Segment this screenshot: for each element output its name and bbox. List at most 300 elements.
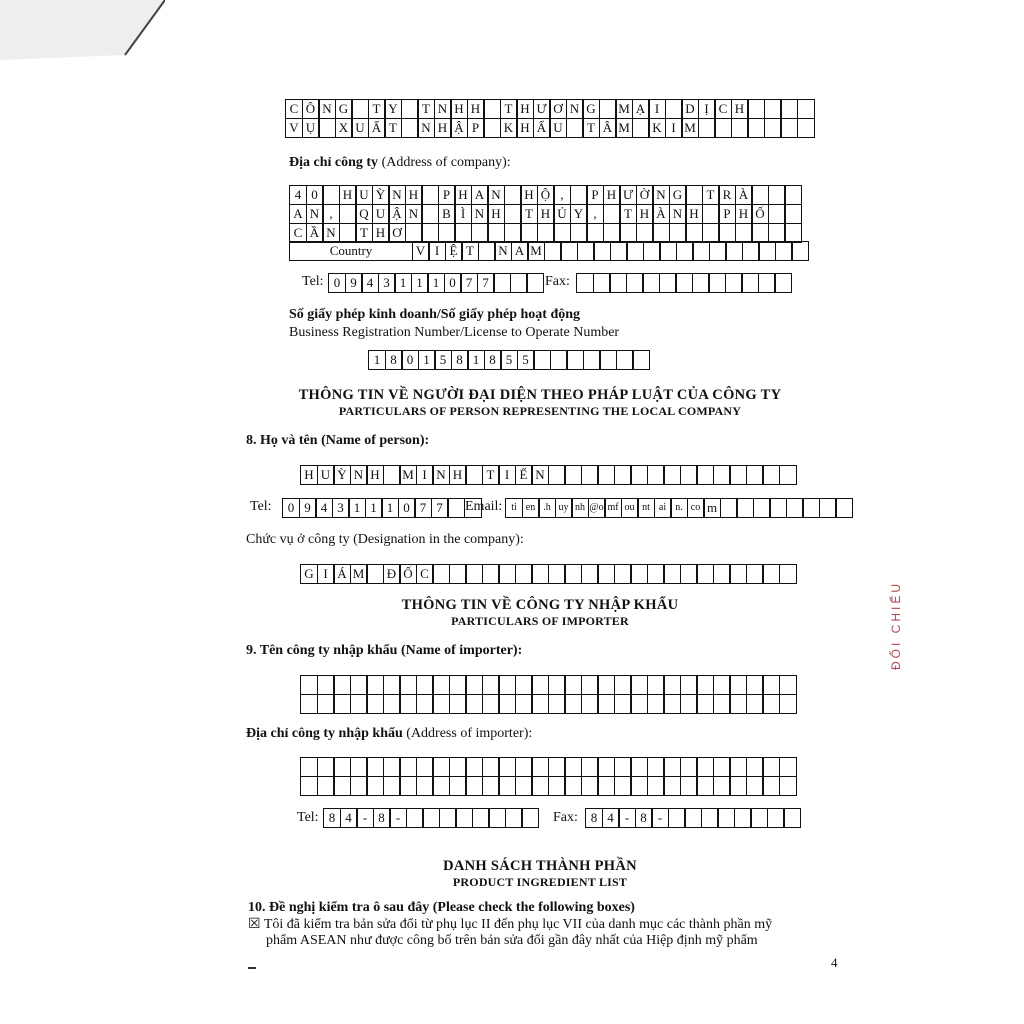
char-box <box>762 675 780 695</box>
char-box <box>603 204 621 224</box>
char-box <box>465 694 483 714</box>
check-text-line-2: phẩm ASEAN như được công bố trên bản sửa đổi gần đây nhất của Hiệp định mỹ phẩm <box>266 933 758 948</box>
char-box <box>599 99 617 119</box>
char-box: M <box>350 564 368 584</box>
char-box <box>717 808 735 828</box>
char-box: co <box>687 498 705 518</box>
importer-name-row-2 <box>300 694 797 714</box>
char-box <box>731 118 749 138</box>
margin-stamp: ĐỐI CHIẾU <box>889 580 903 670</box>
char-box: 1 <box>368 350 386 370</box>
char-box: H <box>516 118 534 138</box>
char-box <box>416 694 434 714</box>
char-box <box>663 675 681 695</box>
char-box <box>406 808 424 828</box>
page-fold-corner <box>0 0 165 60</box>
rep-email-label: Email: <box>465 499 503 514</box>
char-box <box>652 223 670 243</box>
char-box <box>471 223 489 243</box>
page-number: 4 <box>831 955 838 970</box>
char-box: 8 <box>585 808 603 828</box>
char-box <box>350 757 368 777</box>
char-box <box>630 675 648 695</box>
char-box: N <box>471 204 489 224</box>
char-box <box>432 694 450 714</box>
char-box <box>714 118 732 138</box>
char-box: Ư <box>533 99 551 119</box>
char-box: 4 <box>602 808 620 828</box>
char-box: 0 <box>306 185 324 205</box>
char-box <box>734 808 752 828</box>
char-box <box>729 776 747 796</box>
char-box <box>482 564 500 584</box>
char-box <box>465 776 483 796</box>
char-box <box>432 564 450 584</box>
char-box <box>647 564 665 584</box>
char-box <box>647 675 665 695</box>
checked-box-icon[interactable]: ☒ <box>248 917 261 932</box>
char-box: - <box>651 808 669 828</box>
char-box <box>701 808 719 828</box>
char-box: H <box>339 185 357 205</box>
char-box: Ì <box>454 204 472 224</box>
char-box <box>432 776 450 796</box>
char-box <box>515 776 533 796</box>
country-row <box>289 241 809 261</box>
char-box <box>421 223 439 243</box>
char-box: 0 <box>282 498 300 518</box>
char-box <box>586 223 604 243</box>
char-box <box>300 694 318 714</box>
char-box <box>746 694 764 714</box>
char-box <box>647 694 665 714</box>
char-box <box>581 564 599 584</box>
char-box: 5 <box>500 350 518 370</box>
char-box: H <box>449 465 467 485</box>
char-box <box>560 241 578 261</box>
char-box <box>564 776 582 796</box>
char-box: T <box>702 185 720 205</box>
rep-email-boxes <box>505 498 853 518</box>
char-box <box>746 564 764 584</box>
char-box <box>465 564 483 584</box>
char-box <box>680 757 698 777</box>
char-box: 5 <box>434 350 452 370</box>
char-box <box>780 118 798 138</box>
char-box <box>576 273 594 293</box>
char-box: T <box>520 204 538 224</box>
char-box <box>643 241 661 261</box>
char-box: 4 <box>340 808 358 828</box>
char-box <box>317 675 335 695</box>
char-box: H <box>372 223 390 243</box>
char-box: Ụ <box>302 118 320 138</box>
char-box <box>696 757 714 777</box>
char-box <box>548 757 566 777</box>
char-box: V <box>285 118 303 138</box>
char-box <box>762 564 780 584</box>
license-number-boxes <box>368 350 650 370</box>
char-box <box>630 776 648 796</box>
char-box <box>544 241 562 261</box>
char-box: Ạ <box>632 99 650 119</box>
char-box: 8 <box>373 808 391 828</box>
char-box <box>493 273 511 293</box>
char-box <box>597 694 615 714</box>
char-box: 0 <box>398 498 416 518</box>
char-box: 1 <box>427 273 445 293</box>
char-box: T <box>461 241 479 261</box>
char-box: H <box>520 185 538 205</box>
char-box: Ộ <box>537 185 555 205</box>
char-box: M <box>527 241 545 261</box>
char-box <box>632 118 650 138</box>
char-box: H <box>636 204 654 224</box>
char-box <box>317 694 335 714</box>
char-box <box>603 223 621 243</box>
char-box <box>422 808 440 828</box>
address-label: Địa chỉ công ty (Address of company): <box>289 155 511 170</box>
char-box: Ậ <box>388 204 406 224</box>
char-box <box>610 241 628 261</box>
char-box <box>758 273 776 293</box>
char-box: 1 <box>467 350 485 370</box>
char-box <box>768 204 786 224</box>
char-box <box>300 757 318 777</box>
char-box: V <box>412 241 430 261</box>
char-box: 1 <box>411 273 429 293</box>
char-box: mf <box>604 498 622 518</box>
char-box: T <box>384 118 402 138</box>
char-box <box>548 694 566 714</box>
char-box <box>669 223 687 243</box>
footer-mark <box>248 967 256 969</box>
char-box <box>515 564 533 584</box>
char-box <box>531 776 549 796</box>
country-label: Country <box>289 241 413 261</box>
char-box <box>465 757 483 777</box>
char-box: Ố <box>751 204 769 224</box>
char-box: ti <box>505 498 523 518</box>
char-box <box>685 223 703 243</box>
char-box <box>630 757 648 777</box>
char-box <box>366 776 384 796</box>
char-box <box>762 776 780 796</box>
char-box <box>742 241 760 261</box>
char-box <box>614 694 632 714</box>
char-box <box>505 808 523 828</box>
check-label: 10. Đề nghị kiểm tra ô sau đây (Please check the following boxes) <box>248 900 635 915</box>
char-box: Y <box>384 99 402 119</box>
char-box <box>647 776 665 796</box>
char-box <box>779 757 797 777</box>
char-box <box>708 273 726 293</box>
char-box: C <box>416 564 434 584</box>
char-box <box>421 185 439 205</box>
char-box <box>741 273 759 293</box>
char-box <box>487 223 505 243</box>
char-box: N <box>434 99 452 119</box>
char-box <box>762 465 780 485</box>
license-label-vi: Số giấy phép kinh doanh/Số giấy phép hoạt động <box>289 307 581 322</box>
char-box <box>835 498 853 518</box>
char-box <box>515 757 533 777</box>
char-box <box>515 694 533 714</box>
char-box: 4 <box>315 498 333 518</box>
char-box: Ơ <box>388 223 406 243</box>
char-box: 8 <box>323 808 341 828</box>
char-box <box>746 465 764 485</box>
char-box <box>498 675 516 695</box>
char-box: C <box>714 99 732 119</box>
address-row-3 <box>289 223 802 243</box>
char-box <box>597 675 615 695</box>
char-box <box>416 757 434 777</box>
char-box: Ầ <box>306 223 324 243</box>
char-box <box>768 185 786 205</box>
char-box <box>383 757 401 777</box>
char-box: Ỳ <box>372 185 390 205</box>
char-box <box>581 675 599 695</box>
char-box <box>597 776 615 796</box>
char-box: en <box>522 498 540 518</box>
char-box <box>351 99 369 119</box>
char-box: 0 <box>401 350 419 370</box>
char-box: ou <box>621 498 639 518</box>
char-box <box>401 99 419 119</box>
char-box: N <box>350 465 368 485</box>
char-box: H <box>300 465 318 485</box>
char-box: X <box>335 118 353 138</box>
char-box <box>383 776 401 796</box>
char-box: R <box>718 185 736 205</box>
char-box: N <box>318 99 336 119</box>
char-box <box>366 675 384 695</box>
char-box <box>735 223 753 243</box>
rep-tel-label: Tel: <box>250 499 272 514</box>
char-box <box>570 223 588 243</box>
char-box: A <box>511 241 529 261</box>
char-box <box>769 498 787 518</box>
char-box <box>483 99 501 119</box>
char-box: À <box>652 204 670 224</box>
char-box: Ế <box>515 465 533 485</box>
char-box <box>300 675 318 695</box>
char-box: 9 <box>345 273 363 293</box>
char-box: 7 <box>477 273 495 293</box>
char-box: , <box>322 204 340 224</box>
char-box <box>696 564 714 584</box>
char-box <box>482 694 500 714</box>
char-box <box>729 757 747 777</box>
char-box: 7 <box>431 498 449 518</box>
char-box: H <box>434 118 452 138</box>
char-box <box>659 241 677 261</box>
char-box: H <box>603 185 621 205</box>
char-box <box>680 694 698 714</box>
char-box <box>583 350 601 370</box>
char-box: H <box>735 204 753 224</box>
char-box: P <box>467 118 485 138</box>
char-box <box>751 185 769 205</box>
char-box: 5 <box>517 350 535 370</box>
char-box <box>531 564 549 584</box>
char-box <box>758 241 776 261</box>
char-box <box>663 776 681 796</box>
char-box <box>597 757 615 777</box>
char-box <box>729 694 747 714</box>
company-fax-boxes <box>576 273 792 293</box>
char-box <box>609 273 627 293</box>
char-box <box>405 223 423 243</box>
char-box <box>577 241 595 261</box>
char-box <box>797 99 815 119</box>
char-box: K <box>648 118 666 138</box>
char-box <box>449 757 467 777</box>
char-box <box>449 564 467 584</box>
char-box <box>339 223 357 243</box>
char-box: H <box>516 99 534 119</box>
char-box <box>632 350 650 370</box>
char-box <box>685 185 703 205</box>
char-box <box>399 776 417 796</box>
char-box <box>709 241 727 261</box>
char-box <box>350 675 368 695</box>
check-row <box>248 916 772 933</box>
char-box <box>647 465 665 485</box>
char-box <box>548 776 566 796</box>
char-box: 8 <box>484 350 502 370</box>
char-box <box>521 808 539 828</box>
char-box: N <box>669 204 687 224</box>
char-box: I <box>317 564 335 584</box>
char-box <box>520 223 538 243</box>
char-box <box>614 675 632 695</box>
char-box: 7 <box>414 498 432 518</box>
rep-tel-boxes <box>282 498 482 518</box>
char-box <box>696 776 714 796</box>
char-box <box>550 350 568 370</box>
char-box <box>439 808 457 828</box>
char-box <box>482 757 500 777</box>
char-box <box>350 694 368 714</box>
char-box <box>729 465 747 485</box>
char-box <box>498 694 516 714</box>
char-box <box>416 776 434 796</box>
char-box: 9 <box>299 498 317 518</box>
char-box <box>581 694 599 714</box>
char-box: Ỳ <box>333 465 351 485</box>
char-box: 3 <box>378 273 396 293</box>
char-box <box>713 564 731 584</box>
char-box <box>455 808 473 828</box>
char-box <box>317 776 335 796</box>
char-box: I <box>428 241 446 261</box>
char-box: H <box>454 185 472 205</box>
char-box: P <box>438 185 456 205</box>
company-name-row-2 <box>285 118 815 138</box>
char-box <box>692 273 710 293</box>
char-box: H <box>405 185 423 205</box>
char-box: Q <box>355 204 373 224</box>
char-box <box>630 694 648 714</box>
char-box <box>531 757 549 777</box>
char-box <box>401 118 419 138</box>
char-box <box>647 757 665 777</box>
char-box: U <box>372 204 390 224</box>
char-box <box>680 675 698 695</box>
char-box <box>333 776 351 796</box>
char-box: H <box>366 465 384 485</box>
char-box <box>399 675 417 695</box>
char-box <box>680 776 698 796</box>
char-box <box>642 273 660 293</box>
char-box <box>725 241 743 261</box>
char-box <box>482 675 500 695</box>
char-box <box>482 776 500 796</box>
char-box <box>510 273 528 293</box>
designation-boxes <box>300 564 797 584</box>
char-box: Ố <box>399 564 417 584</box>
char-box: A <box>471 185 489 205</box>
char-box: Ủ <box>553 204 571 224</box>
importer-heading-en: PARTICULARS OF IMPORTER <box>451 614 629 628</box>
char-box: 1 <box>418 350 436 370</box>
char-box <box>779 694 797 714</box>
char-box: U <box>317 465 335 485</box>
char-box: Ơ <box>549 99 567 119</box>
char-box: C <box>285 99 303 119</box>
char-box <box>725 273 743 293</box>
char-box <box>684 808 702 828</box>
char-box: N <box>322 223 340 243</box>
char-box <box>447 498 465 518</box>
char-box: Â <box>599 118 617 138</box>
char-box <box>498 757 516 777</box>
char-box <box>564 757 582 777</box>
char-box <box>449 694 467 714</box>
char-box <box>616 350 634 370</box>
char-box <box>318 118 336 138</box>
char-box <box>713 675 731 695</box>
char-box <box>665 99 683 119</box>
char-box: , <box>553 185 571 205</box>
license-label-en: Business Registration Number/License to Operate Number <box>289 325 620 340</box>
char-box <box>533 350 551 370</box>
char-box: T <box>619 204 637 224</box>
rep-name-label: 8. Họ và tên (Name of person): <box>246 433 430 448</box>
importer-heading-vi: THÔNG TIN VỀ CÔNG TY NHẬP KHẨU <box>401 597 679 613</box>
char-box <box>504 223 522 243</box>
char-box: Ấ <box>368 118 386 138</box>
char-box: - <box>356 808 374 828</box>
char-box <box>713 465 731 485</box>
char-box <box>626 273 644 293</box>
char-box: A <box>289 204 307 224</box>
char-box <box>746 757 764 777</box>
char-box <box>675 273 693 293</box>
company-tel-boxes <box>328 273 544 293</box>
designation-label: Chức vụ ở công ty (Designation in the company): <box>246 532 524 547</box>
char-box <box>599 350 617 370</box>
char-box <box>548 675 566 695</box>
char-box <box>581 465 599 485</box>
char-box <box>614 757 632 777</box>
char-box: M <box>681 118 699 138</box>
char-box: G <box>669 185 687 205</box>
char-box: Á <box>333 564 351 584</box>
char-box: Ô <box>302 99 320 119</box>
